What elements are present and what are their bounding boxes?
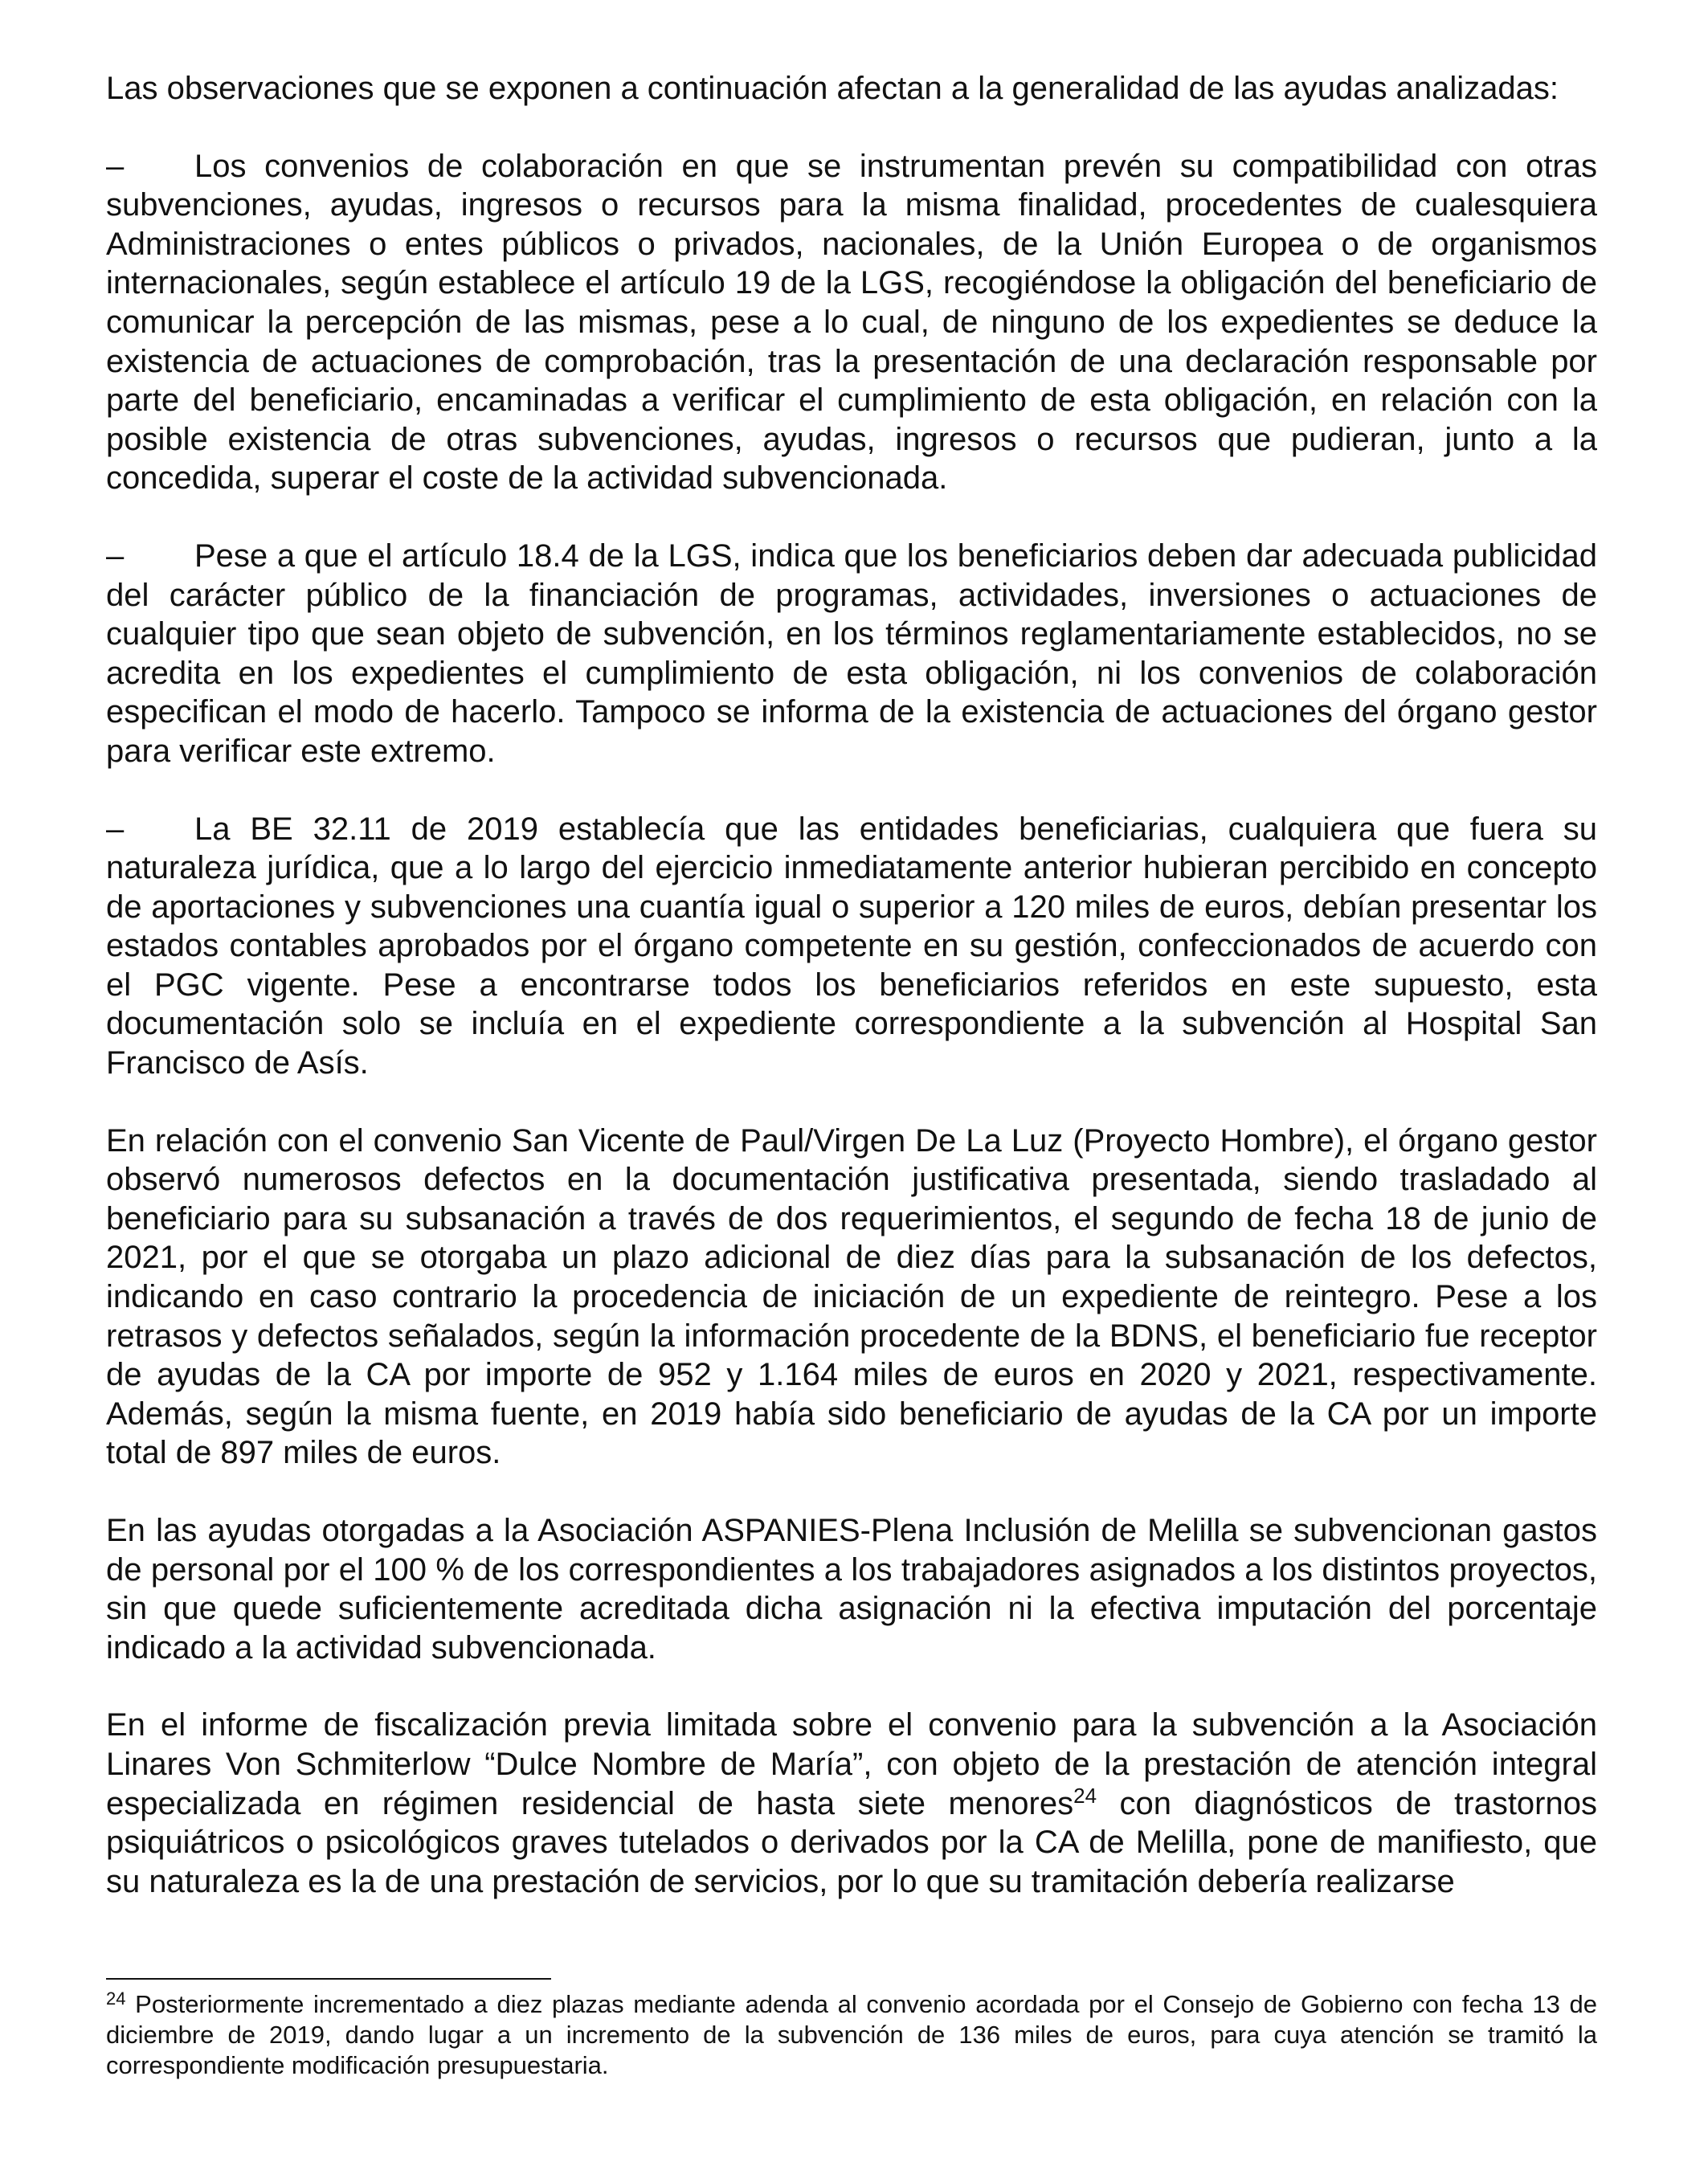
dash-marker: – bbox=[106, 811, 125, 847]
paragraph-proyecto-hombre: En relación con el convenio San Vicente de Paul/Virgen De La Luz (Proyecto Hombre), el órgano gestor observó numerosos defectos en la documentación justificativa presentada, siendo trasladado al beneficiario para su subsanación a través de dos requerimientos, el segundo de fecha 18 de junio de 2021, por el que se otorgaba un plazo adicional de diez días para la subsanación de los defectos, indicando en caso contrario la procedencia de iniciación de un expediente de reintegro. Pese a los retrasos y defectos señalados, según la información procedente de la BDNS, el beneficiario fue receptor de ayudas de la CA por importe de 952 y 1.164 miles de euros en 2020 y 2021, respectivamente. Además, según la misma fuente, en 2019 había sido beneficiario de ayudas de la CA por un importe total de 897 miles de euros. bbox=[106, 1122, 1597, 1471]
document-body bbox=[106, 69, 1597, 1939]
bullet-publicity bbox=[106, 537, 1597, 771]
footnote-divider bbox=[106, 1978, 551, 1980]
bullet-compatibility bbox=[106, 147, 1597, 498]
paragraph-linares bbox=[106, 1706, 1597, 1901]
dash-marker: – bbox=[106, 148, 125, 184]
paragraph-text: con diagnósticos de trastornos psiquiátricos o psicológicos graves tutelados o derivados por la CA de Melilla, pone de manifiesto, que su naturaleza es la de una prestación de servicios, por lo que su tramitación debería realizarse bbox=[106, 1785, 1597, 1899]
dash-marker: – bbox=[106, 537, 125, 574]
footnote bbox=[106, 1989, 1597, 2081]
footnote-number: 24 bbox=[106, 1988, 126, 2009]
bullet-accounting bbox=[106, 810, 1597, 1083]
bullet-text: Los convenios de colaboración en que se instrumentan prevén su compatibilidad con otras subvenciones, ayudas, ingresos o recursos para la misma finalidad, procedentes de cualesquiera Administraciones o entes públicos o privados, nacionales, de la Unión Europea o de organismos internacionales, según establece el artículo 19 de la LGS, recogiéndose la obligación del beneficiario de comunicar la percepción de las mismas, pese a lo cual, de ninguno de los expedientes se deduce la existencia de actuaciones de comprobación, tras la presentación de una declaración responsable por parte del beneficiario, encaminadas a verificar el cumplimiento de esta obligación, en relación con la posible existencia de otras subvenciones, ayudas, ingresos o recursos que pudieran, junto a la concedida, superar el coste de la actividad subvencionada. bbox=[106, 148, 1597, 497]
paragraph-text: En el informe de fiscalización previa limitada sobre el convenio para la subvención a la Asociación Linares Von Schmiterlow “Dulce Nombre de María”, con objeto de la prestación de atención integral especializada en régimen residencial de hasta siete menores bbox=[106, 1707, 1597, 1821]
paragraph-aspanies: En las ayudas otorgadas a la Asociación ASPANIES-Plena Inclusión de Melilla se subvencionan gastos de personal por el 100 % de los correspondientes a los trabajadores asignados a los distintos proyectos, sin que quede suficientemente acreditada dicha asignación ni la efectiva imputación del porcentaje indicado a la actividad subvencionada. bbox=[106, 1513, 1597, 1666]
footnote-reference[interactable]: 24 bbox=[1073, 1783, 1097, 1808]
intro-paragraph: Las observaciones que se exponen a continuación afectan a la generalidad de las ayudas analizadas: bbox=[106, 71, 1559, 106]
footnote-text: Posteriormente incrementado a diez plazas mediante adenda al convenio acordada por el Consejo de Gobierno con fecha 13 de diciembre de 2019, dando lugar a un incremento de la subvención de 136 miles de euros, para cuya atención se tramitó la correspondiente modificación presupuestaria. bbox=[106, 1990, 1597, 2079]
bullet-text: Pese a que el artículo 18.4 de la LGS, indica que los beneficiarios deben dar adecuada publicidad del carácter público de la financiación de programas, actividades, inversiones o actuaciones de cualquier tipo que sean objeto de subvención, en los términos reglamentariamente establecidos, no se acredita en los expedientes el cumplimiento de esta obligación, ni los convenios de colaboración especifican el modo de hacerlo. Tampoco se informa de la existencia de actuaciones del órgano gestor para verificar este extremo. bbox=[106, 537, 1597, 769]
bullet-text: La BE 32.11 de 2019 establecía que las entidades beneficiarias, cualquiera que fuera su naturaleza jurídica, que a lo largo del ejercicio inmediatamente anterior hubieran percibido en concepto de aportaciones y subvenciones una cuantía igual o superior a 120 miles de euros, debían presentar los estados contables aprobados por el órgano competente en su gestión, confeccionados de acuerdo con el PGC vigente. Pese a encontrarse todos los beneficiarios referidos en este supuesto, esta documentación solo se incluía en el expediente correspondiente a la subvención al Hospital San Francisco de Asís. bbox=[106, 811, 1597, 1081]
